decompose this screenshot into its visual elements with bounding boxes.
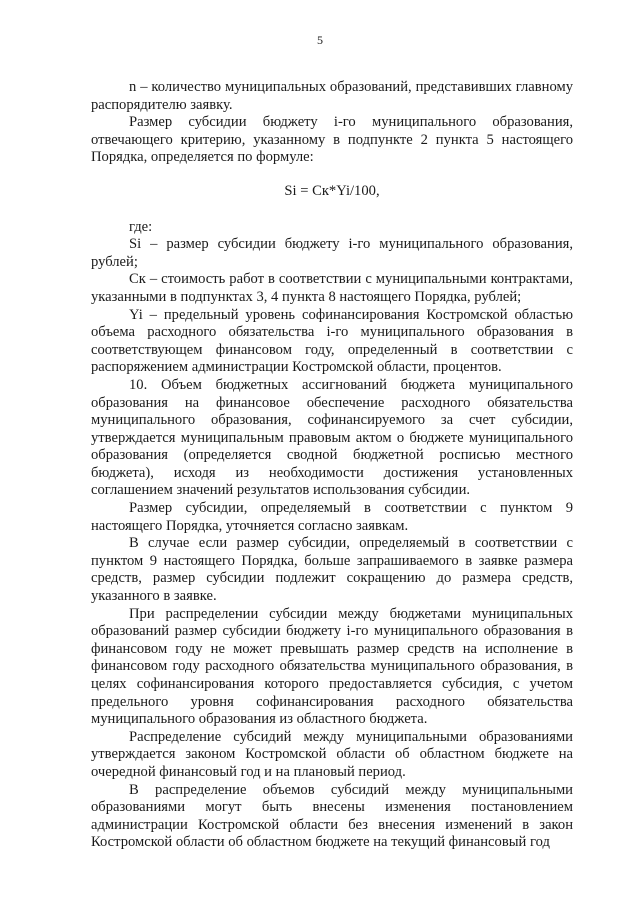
definition-ck: Ск – стоимость работ в соответствии с муниципальными контрактами, указанными в подпунктах 3, 4 пункта 8 настоящего Порядка, рублей;	[91, 271, 573, 305]
definition-si: Si – размер субсидии бюджету i-го муниципального образования, рублей;	[91, 236, 573, 270]
paragraph-n-definition: n – количество муниципальных образований, представивших главному распорядителю заявку.	[91, 79, 573, 113]
paragraph-subsidy-refinement: Размер субсидии, определяемый в соответствии с пунктом 9 настоящего Порядка, уточняется согласно заявкам.	[91, 500, 573, 534]
page-content	[91, 79, 573, 852]
paragraph-item-10: 10. Объем бюджетных ассигнований бюджета муниципального образования на финансовое обеспечение расходного обязательства муниципального образования, софинансируемого за счет субсидии, утверждается муниципальным правовым актом о бюджете муниципального образования (определяется сводной бюджетной росписью местного бюджета), исходя из необходимости достижения установленных соглашением значений результатов использования субсидии.	[91, 376, 573, 499]
definition-yi: Yi – предельный уровень софинансирования Костромской областью объема расходного обязательства i-го муниципального образования в соответствующем финансовом году, определенный в соответствии с распоряжением администрации Костромской области, процентов.	[91, 306, 573, 376]
paragraph-distribution-limit: При распределении субсидии между бюджетами муниципальных образований размер субсидии бюджету i-го муниципального образования в финансовом году не может превышать размер средств на исполнение в финансовом году расходного обязательства муниципального образования, в целях софинансирования которого предоставляется субсидия, с учетом предельного уровня софинансирования расходного обязательства муниципального образования из областного бюджета.	[91, 605, 573, 728]
page-number: 5	[317, 33, 323, 47]
paragraph-subsidy-reduction: В случае если размер субсидии, определяемый в соответствии с пунктом 9 настоящего Порядка, больше запрашиваемого в заявке размера средств, размер субсидии подлежит сокращению до размера средств, указанного в заявке.	[91, 535, 573, 605]
where-label: где:	[129, 218, 153, 235]
formula: Si = Ск*Yi/100,	[284, 182, 380, 199]
paragraph-distribution-changes: В распределение объемов субсидий между муниципальными образованиями могут быть внесены изменения постановлением администрации Костромской области без внесения изменений в закон Костромской области об областном бюджете на текущий финансовый год	[91, 781, 573, 851]
paragraph-subsidy-size-intro: Размер субсидии бюджету i-го муниципального образования, отвечающего критерию, указанному в подпункте 2 пункта 5 настоящего Порядка, определяется по формуле:	[91, 114, 573, 166]
paragraph-distribution-law: Распределение субсидий между муниципальными образованиями утверждается законом Костромской области об областном бюджете на очередной финансовый год и на плановый период.	[91, 728, 573, 780]
